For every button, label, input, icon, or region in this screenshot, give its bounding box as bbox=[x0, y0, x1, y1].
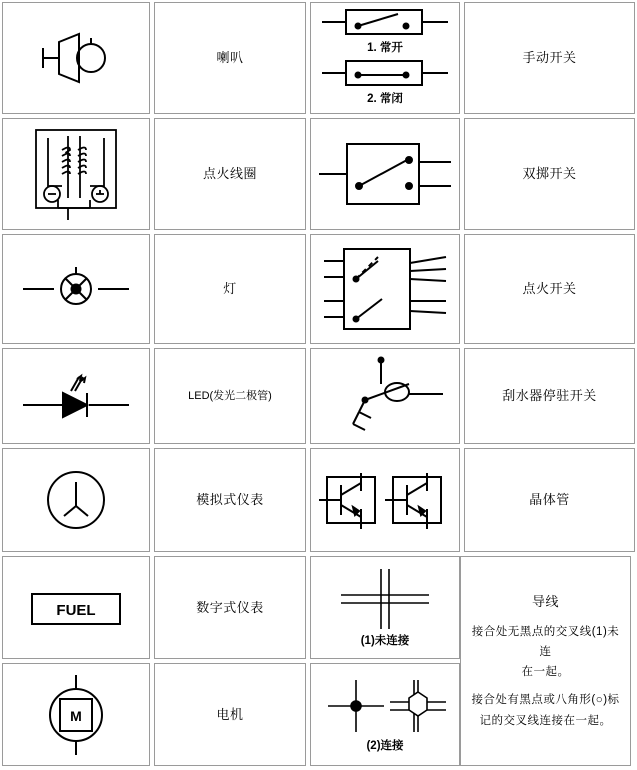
analog-meter-symbol-cell bbox=[2, 448, 150, 552]
manual-switch-caption-2: 2. 常闭 bbox=[367, 93, 403, 105]
ignition-coil-label-cell bbox=[154, 118, 306, 230]
manual-switch-label: 手动开关 bbox=[522, 50, 577, 66]
ignition-switch-label: 点火开关 bbox=[522, 281, 577, 297]
table-row bbox=[2, 448, 635, 552]
table-row bbox=[2, 663, 460, 766]
transistor-label-cell bbox=[464, 448, 635, 552]
crossing-not-connected-caption: (1)未连接 bbox=[360, 635, 410, 647]
wire-note-line3: 接合处有黑点或八角形(○)标 bbox=[471, 694, 620, 707]
double-throw-switch-label: 双掷开关 bbox=[522, 166, 577, 182]
lamp-label-cell bbox=[154, 234, 306, 344]
manual-switch-symbol bbox=[311, 0, 459, 116]
table-row bbox=[2, 348, 635, 444]
analog-meter-symbol bbox=[3, 449, 149, 551]
analog-meter-label-cell bbox=[154, 448, 306, 552]
lamp-label: 灯 bbox=[223, 281, 237, 297]
digital-meter-label: 数字式仪表 bbox=[196, 599, 264, 615]
transistor-symbol bbox=[311, 449, 459, 551]
wire-note-line4: 记的交叉线连接在一起。 bbox=[479, 714, 612, 727]
wiper-park-switch-symbol bbox=[311, 349, 459, 443]
motor-label: 电机 bbox=[216, 706, 244, 722]
table-row bbox=[2, 234, 635, 344]
ignition-coil-symbol-cell bbox=[2, 118, 150, 230]
crossing-not-connected-cell bbox=[310, 556, 460, 659]
crossing-connected-symbol bbox=[311, 664, 459, 765]
digital-meter-symbol bbox=[3, 557, 149, 658]
motor-label-cell bbox=[154, 663, 306, 766]
motor-text: M bbox=[70, 707, 82, 724]
table-row bbox=[2, 118, 635, 230]
wiper-park-switch-label-cell bbox=[464, 348, 635, 444]
horn-label: 喇叭 bbox=[216, 50, 244, 66]
lamp-symbol bbox=[3, 235, 149, 343]
ignition-coil-label: 点火线圈 bbox=[202, 166, 257, 182]
wire-note-title: 导线 bbox=[531, 594, 559, 610]
ignition-coil-symbol bbox=[3, 119, 149, 229]
lamp-symbol-cell bbox=[2, 234, 150, 344]
transistor-label: 晶体管 bbox=[529, 492, 570, 508]
led-label-cell bbox=[154, 348, 306, 444]
double-throw-switch-symbol bbox=[311, 119, 459, 229]
wire-note-spacer bbox=[471, 682, 620, 690]
ignition-switch-symbol bbox=[311, 235, 459, 343]
ignition-switch-label-cell bbox=[464, 234, 635, 344]
wire-note-line1: 接合处无黑点的交叉线(1)未连 bbox=[471, 626, 620, 659]
manual-switch-symbol-cell bbox=[310, 2, 460, 114]
wiper-park-switch-label: 刮水器停驻开关 bbox=[502, 388, 597, 404]
horn-symbol-cell bbox=[2, 2, 150, 114]
transistor-symbol-cell bbox=[310, 448, 460, 552]
digital-meter-label-cell bbox=[154, 556, 306, 659]
horn-label-cell bbox=[154, 2, 306, 114]
led-symbol-cell bbox=[2, 348, 150, 444]
digital-meter-text: FUEL bbox=[56, 601, 96, 619]
wire-note-line2: 在一起。 bbox=[521, 666, 570, 679]
wiper-park-switch-symbol-cell bbox=[310, 348, 460, 444]
motor-symbol bbox=[3, 664, 149, 765]
ignition-switch-symbol-cell bbox=[310, 234, 460, 344]
horn-symbol bbox=[3, 3, 149, 113]
crossing-not-connected-symbol bbox=[311, 557, 459, 658]
led-symbol bbox=[3, 349, 149, 443]
table-row-group bbox=[2, 556, 635, 766]
digital-meter-symbol-cell bbox=[2, 556, 150, 659]
crossing-connected-caption: (2)连接 bbox=[366, 740, 404, 752]
manual-switch-label-cell bbox=[464, 2, 635, 114]
manual-switch-caption-1: 1. 常开 bbox=[367, 42, 403, 54]
led-label: LED(发光二极管) bbox=[188, 389, 272, 402]
motor-symbol-cell bbox=[2, 663, 150, 766]
analog-meter-label: 模拟式仪表 bbox=[196, 492, 264, 508]
double-throw-switch-symbol-cell bbox=[310, 118, 460, 230]
double-throw-switch-label-cell bbox=[464, 118, 635, 230]
table-row bbox=[2, 556, 460, 659]
table-row bbox=[2, 2, 635, 114]
wire-note bbox=[461, 585, 630, 736]
crossing-connected-cell bbox=[310, 663, 460, 766]
wire-note-cell bbox=[460, 556, 631, 766]
